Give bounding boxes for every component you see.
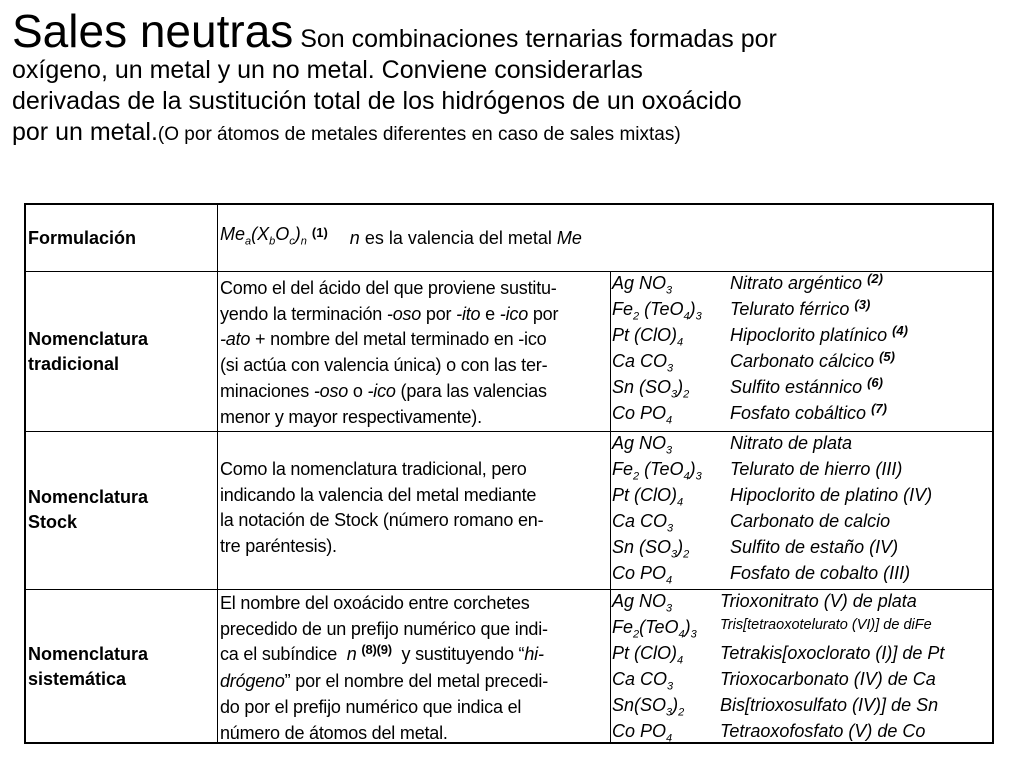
description-line: drógeno” por el nombre del metal precedi-: [220, 671, 548, 692]
table-divider: [217, 205, 218, 742]
example-name: Carbonato de calcio: [730, 511, 891, 531]
description-line: (si actúa con valencia única) o con las ter-: [220, 355, 548, 376]
example-formula: Sn $(SO_3)_2$: [612, 377, 690, 401]
row-label-stock: Nomenclatura Stock: [28, 487, 149, 532]
formulacion-content: [220, 205, 990, 271]
footnote-ref: (5): [879, 349, 895, 364]
example-formula: $Sn(SO_3)_2$: [612, 695, 685, 719]
intro-line-3: derivadas de la sustitución total de los hidrógenos de un oxoácido: [12, 87, 742, 115]
example-formula: $Fe_2$ $(TeO_4)_3$: [612, 459, 702, 483]
description-stock: [220, 457, 612, 560]
example-name: Tetraoxofosfato (V) de Co: [720, 721, 926, 741]
example-name: Nitrato argéntico $^{(2)}$: [730, 271, 883, 293]
row-label-tradicional: Nomenclatura tradicional: [28, 329, 149, 374]
example-formula: Pt $(ClO)_4$: [612, 485, 684, 509]
example-formula: Ca $CO_3$: [612, 511, 674, 535]
example-formula: Ag $NO_3$: [612, 591, 673, 615]
example-name: Carbonato cálcico $^{(5)}$: [730, 349, 895, 371]
example-name: Nitrato de plata: [730, 433, 853, 453]
intro-line-4: por un metal.: [12, 118, 158, 146]
footnote-ref: (3): [854, 297, 871, 312]
nomenclature-table: [24, 203, 994, 744]
example-name: Hipoclorito de platino (IV): [730, 485, 933, 505]
description-line: ca el subíndice n $^{(8)(9)}$ y sustituyendo “hi-: [220, 642, 544, 665]
description-line: yendo la terminación -oso por -ito e -ico por: [220, 303, 559, 324]
description-line: menor y mayor respectivamente).: [220, 406, 482, 427]
description-line: indicando la valencia del metal mediante: [220, 484, 537, 505]
example-name: Trioxonitrato (V) de plata: [720, 591, 917, 611]
footnote-ref: (6): [867, 375, 883, 390]
row-label-formulacion: Formulación: [28, 227, 137, 248]
example-name: Fosfato cobáltico $^{(7)}$: [730, 401, 887, 423]
example-formula: Ca $CO_3$: [612, 351, 674, 375]
description-line: El nombre del oxoácido entre corchetes: [220, 593, 530, 613]
description-line: número de átomos del metal.: [220, 722, 448, 743]
intro-note: (O por átomos de metales diferentes en caso de sales mixtas): [157, 124, 681, 145]
valence-note: n es la valencia del metal Me: [349, 227, 582, 248]
footnote-ref: (2): [867, 271, 883, 286]
example-name: Telurato férrico $^{(3)}$: [730, 297, 871, 319]
intro-line-2: oxígeno, un metal y un no metal. Conviene considerarlas: [12, 56, 643, 84]
example-formula: Ca $CO_3$: [612, 669, 674, 693]
footnote-ref: (1): [311, 224, 328, 240]
example-name: Telurato de hierro (III): [730, 459, 903, 479]
description-line: do por el prefijo numérico que indica el: [220, 696, 522, 717]
example-formula: Pt $(ClO)_4$: [612, 643, 684, 667]
example-formula: Co $PO_4$: [612, 563, 673, 587]
example-name: Tetrakis[oxoclorato (I)] de Pt: [720, 643, 945, 663]
example-name: Sulfito de estaño (IV): [730, 537, 899, 557]
description-line: precedido de un prefijo numérico que indi-: [220, 618, 548, 639]
general-formula: $Me_a(X_bO_c)_n$: [220, 223, 307, 248]
example-name: Sulfito estánnico $^{(6)}$: [730, 375, 883, 397]
example-formula: $Fe_2$ $(TeO_4)_3$: [612, 299, 702, 323]
description-sistematica: [220, 591, 612, 746]
intro-line-1: Son combinaciones ternarias formadas por: [293, 25, 777, 53]
example-name: Bis[trioxosulfato (IV)] de Sn: [720, 695, 939, 715]
slide-title: Sales neutras: [12, 5, 294, 57]
example-name: Hipoclorito platínico $^{(4)}$: [730, 323, 908, 345]
example-formula: Pt $(ClO)_4$: [612, 325, 684, 349]
description-line: Como el del ácido del que proviene sustitu-: [220, 278, 557, 298]
example-name: Trioxocarbonato (IV) de Ca: [720, 669, 936, 689]
example-name: Fosfato de cobalto (III): [730, 563, 911, 583]
example-formula: Co $PO_4$: [612, 721, 673, 745]
intro-paragraph: [12, 5, 1017, 150]
example-formula: Ag $NO_3$: [612, 433, 673, 457]
row-label-sistematica: Nomenclatura sistemática: [28, 643, 149, 689]
description-line: tre paréntesis).: [220, 536, 337, 557]
description-tradicional: [220, 276, 612, 430]
example-formula: $Fe_2(TeO_4)_3$: [612, 617, 697, 641]
example-formula: Ag $NO_3$: [612, 273, 673, 297]
example-formula: Sn $(SO_3)_2$: [612, 537, 690, 561]
description-line: la notación de Stock (número romano en-: [220, 510, 544, 531]
example-formula: Co $PO_4$: [612, 403, 673, 427]
example-name: Tris[tetraoxotelurato (VI)] de diFe: [720, 617, 932, 633]
footnote-ref: (4): [892, 323, 908, 338]
description-line: Como la nomenclatura tradicional, pero: [220, 459, 527, 479]
footnote-ref: (7): [871, 401, 887, 416]
description-line: -ato + nombre del metal terminado en -ico: [220, 329, 547, 350]
description-line: minaciones -oso o -ico (para las valencias: [220, 380, 547, 401]
